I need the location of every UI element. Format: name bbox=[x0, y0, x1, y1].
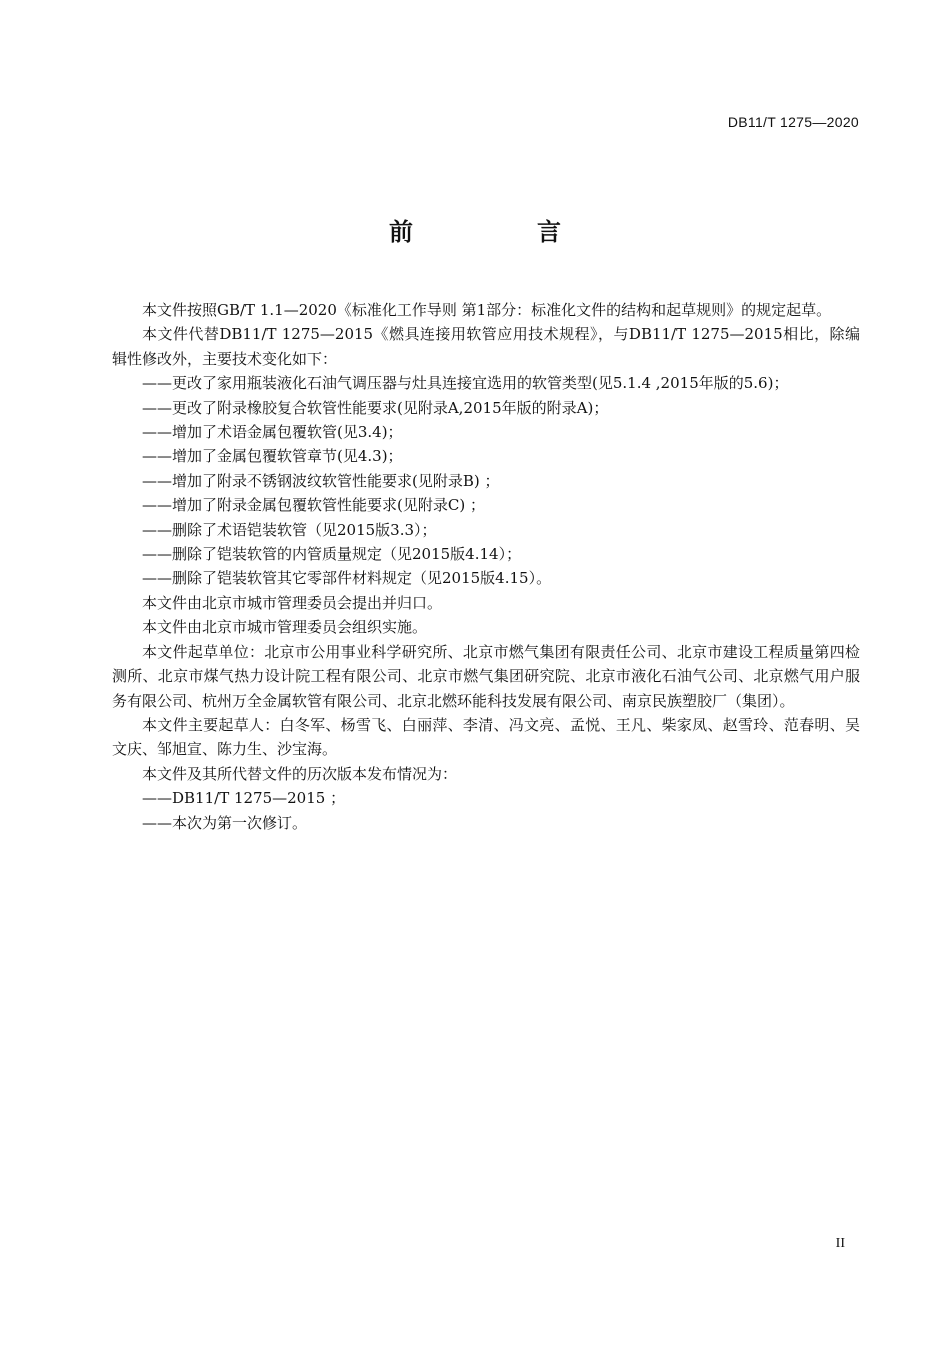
document-code: DB11/T 1275—2020 bbox=[727, 114, 859, 130]
paragraph-implementer: 本文件由北京市城市管理委员会组织实施。 bbox=[142, 618, 428, 637]
change-item: ——增加了附录金属包覆软管性能要求(见附录C) ； bbox=[142, 496, 485, 515]
change-item: ——删除了铠装软管其它零部件材料规定（见2015版4.15）。 bbox=[142, 569, 552, 588]
history-item: ——DB11/T 1275—2015 ； bbox=[142, 789, 346, 808]
paragraph-drafters: 本文件主要起草人：白冬军、杨雪飞、白丽萍、李清、冯文亮、孟悦、王凡、柴家凤、赵雪玲、范春明、吴文庆、邹旭宣、陈力生、沙宝海。 bbox=[112, 715, 860, 759]
document-body bbox=[112, 298, 860, 835]
change-item: ——增加了术语金属包覆软管(见3.4)； bbox=[142, 423, 403, 442]
change-item: ——增加了附录不锈钢波纹软管性能要求(见附录B) ； bbox=[142, 471, 500, 490]
paragraph-replacement: 本文件代替DB11/T 1275—2015《燃具连接用软管应用技术规程》，与DB11/T 1275—2015相比，除编辑性修改外，主要技术变化如下： bbox=[112, 325, 860, 368]
paragraph-version-history: 本文件及其所代替文件的历次版本发布情况为： bbox=[142, 764, 458, 783]
paragraph-proposer: 本文件由北京市城市管理委员会提出并归口。 bbox=[142, 593, 443, 612]
paragraph-drafting-rule: 本文件按照GB/T 1.1—2020《标准化工作导则 第1部分：标准化文件的结构和起草规则》的规定起草。 bbox=[142, 301, 832, 319]
page-title: 前 言 bbox=[389, 218, 611, 246]
change-item: ——删除了术语铠装软管（见2015版3.3）； bbox=[142, 520, 437, 539]
change-item: ——更改了附录橡胶复合软管性能要求(见附录A,2015年版的附录A)； bbox=[142, 398, 609, 417]
change-item: ——删除了铠装软管的内管质量规定（见2015版4.14）； bbox=[142, 545, 522, 564]
page-number: II bbox=[835, 1236, 845, 1251]
change-item: ——更改了家用瓶装液化石油气调压器与灶具连接宜选用的软管类型(见5.1.4 ,2015年版的5.6)； bbox=[142, 374, 789, 393]
history-item: ——本次为第一次修订。 bbox=[142, 813, 308, 832]
paragraph-drafting-units: 本文件起草单位：北京市公用事业科学研究所、北京市燃气集团有限责任公司、北京市建设工程质量第四检测所、北京市煤气热力设计院工程有限公司、北京市燃气集团研究院、北京市液化石油气公司、北京燃气用户服务有限公司、杭州万全金属软管有限公司、北京北燃环能科技发展有限公司、南京民族塑胶厂（集团）。 bbox=[112, 642, 860, 710]
change-item: ——增加了金属包覆软管章节(见4.3)； bbox=[142, 447, 403, 466]
